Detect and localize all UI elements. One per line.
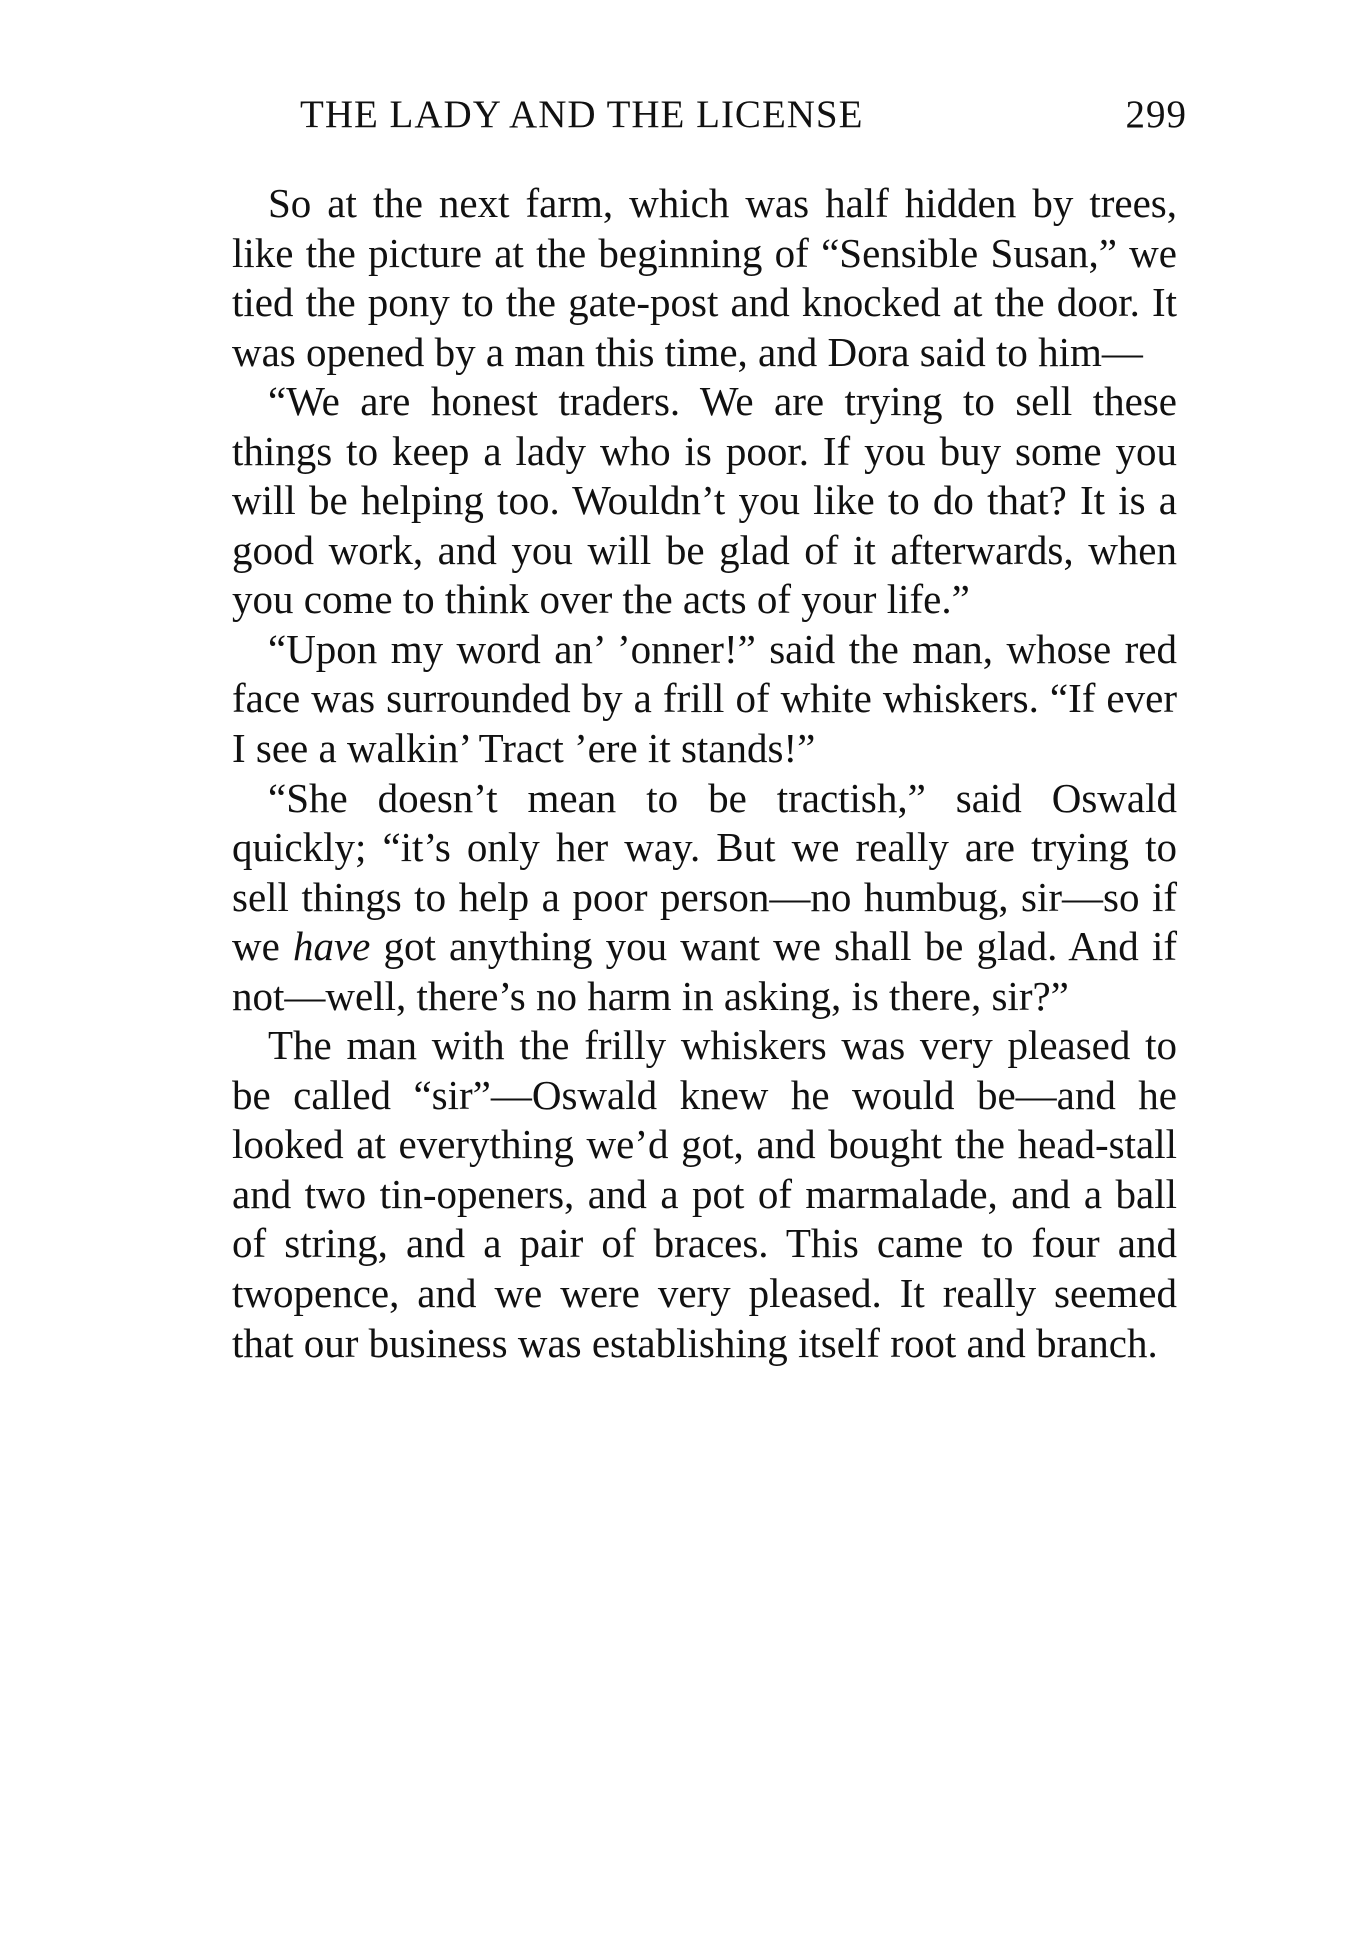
page-number: 299: [1125, 93, 1187, 136]
paragraph: “Upon my word an’ ’onner!” said the man, whose red face was surrounded by a frill of white whiskers. “If ever I see a walkin’ Tract ’ere it stands!”: [232, 625, 1177, 772]
paragraph: “We are honest traders. We are trying to sell these things to keep a lady who is poor. If you buy some you will be helping too. Wouldn’t you like to do that? It is a good work, and you will be glad of it afterwards, when you come to think over the acts of your life.”: [232, 378, 1177, 623]
paragraph: So at the next farm, which was half hidden by trees, like the picture at the beginning of “Sensible Susan,” we tied the pony to the gate-post and knocked at the door. It was opened by a man this time, and Dora said to him—: [232, 180, 1177, 375]
running-head-title: THE LADY AND THE LICENSE: [300, 93, 864, 136]
running-head: [300, 92, 1187, 148]
body-text: [232, 179, 1177, 1368]
emphasis: have: [292, 923, 371, 970]
paragraph-text-after: got anything you want we shall be glad. And if not—well, there’s no harm in asking, is there, sir?”: [232, 923, 1177, 1019]
paragraph-text-before: “She doesn’t mean to be tractish,” said Oswald quickly; “it’s only her way. But we really are trying to sell things to help a poor person—no humbug, sir—so if we: [232, 774, 1177, 970]
paragraph: [232, 774, 1177, 1022]
paragraph: The man with the frilly whiskers was very pleased to be called “sir”—Oswald knew he would be—and he looked at everything we’d got, and bought the head-stall and two tin-openers, and a pot of marmalade, and a ball of string, and a pair of braces. This came to four and twopence, and we were very pleased. It really seemed that our business was establishing itself root and branch.: [232, 1022, 1177, 1366]
